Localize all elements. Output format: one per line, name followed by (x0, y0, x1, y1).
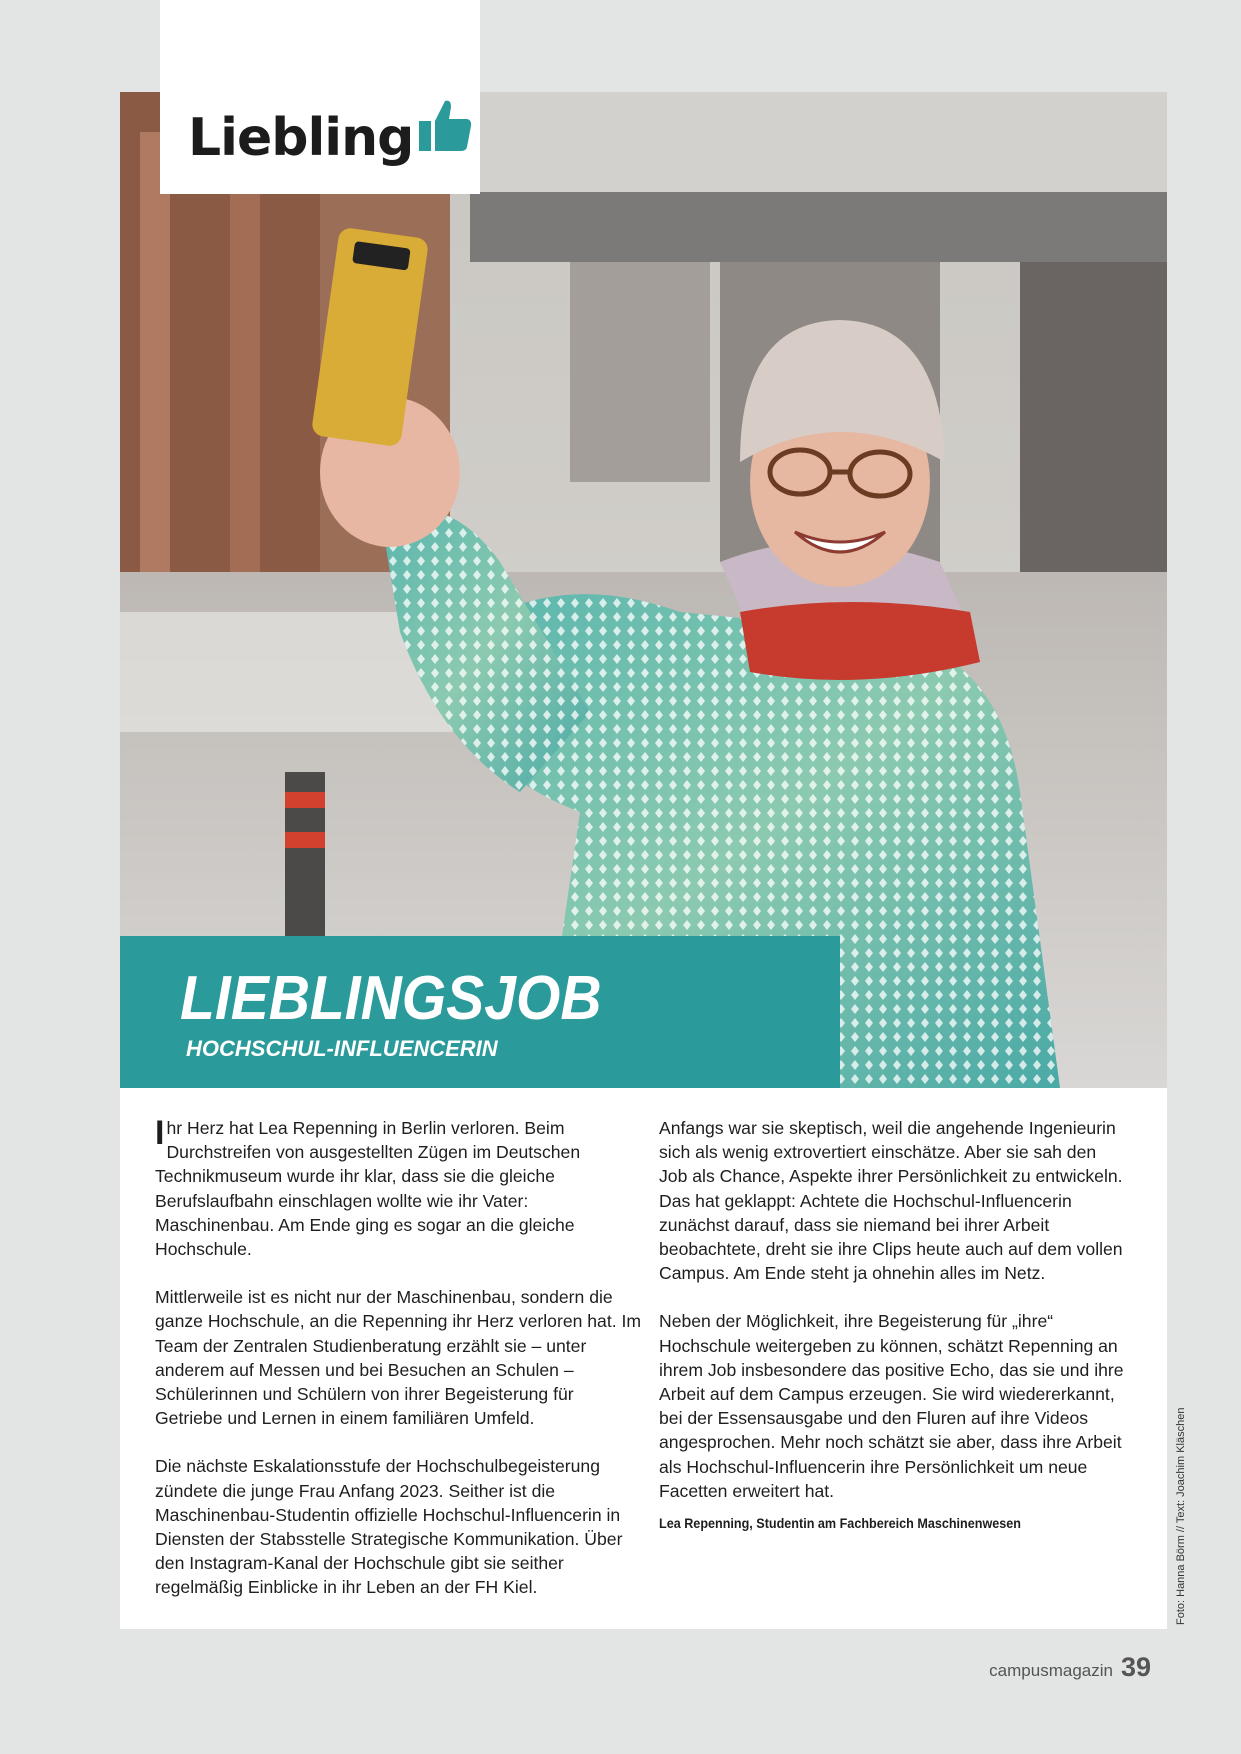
article-subtitle: HOCHSCHUL-INFLUENCERIN (186, 1036, 498, 1061)
magazine-name: campusmagazin (989, 1661, 1113, 1680)
drop-cap: I (155, 1114, 165, 1152)
photo-caption: Lea Repenning, Studentin am Fachbereich Maschinenwesen (659, 1515, 1021, 1532)
article-paragraph: Ihr Herz hat Lea Repenning in Berlin verloren. Beim Durchstreifen von ausgestellten Zügen im Deutschen Technikmuseum wurde ihr klar, dass sie die gleiche Berufslaufbahn einschlagen wollte wie ihr Vater: Maschinenbau. Am Ende ging es sogar an die gleiche Hochschule. (155, 1114, 581, 1260)
article-paragraph: Die nächste Eskalationsstufe der Hochschulbegeisterung zündete die junge Frau Anfang 2023. Seither ist die Maschinenbau-Studentin offizielle Hochschul-Influencerin in Diensten der Stabsstelle Strategische Kommunikation. Über den Instagram-Kanal der Hochschule gibt sie seither regelmäßig Einblicke in ihr Leben an der FH Kiel. (155, 1456, 623, 1598)
article-paragraph: Anfangs war sie skeptisch, weil die angehende Ingenieurin sich als wenig extrovertiert einschätze. Aber sie sah den Job als Chance, Aspekte ihrer Persönlichkeit zu entwickeln. Das hat geklappt: Achtete die Hochschul-Influencerin zunächst darauf, dass sie niemand bei ihrer Arbeit beobachtete, dreht sie ihre Clips heute auch auf dem vollen Campus. Am Ende steht ja ohnehin alles im Netz. (659, 1118, 1123, 1284)
article-title: LIEBLINGSJOB (180, 964, 602, 1033)
page-number: 39 (1120, 1652, 1151, 1682)
article-paragraph: Neben der Möglichkeit, ihre Begeisterung für „ihre“ Hochschule weitergeben zu können, schätzt Repenning an ihrem Job insbesondere das positive Echo, das sie und ihre Arbeit auf dem Campus erzeugen. Sie wird wiedererkannt, bei der Essensausgabe und den Fluren auf ihre Videos angesprochen. Mehr noch schätzt sie aber, dass ihre Arbeit als Hochschul-Influencerin ihre Persönlichkeit um neue Facetten erweitert hat. (659, 1311, 1124, 1501)
title-band (120, 936, 840, 1088)
article-column-left (155, 1116, 643, 1624)
page-footer (989, 1652, 1151, 1683)
photo-text-credit: Foto: Hanna Börm // Text: Joachim Kläschen (1175, 1407, 1187, 1625)
section-logo (160, 0, 480, 194)
article-column-right (659, 1116, 1129, 1533)
article-paragraph: Mittlerweile ist es nicht nur der Maschinenbau, sondern die ganze Hochschule, an die Repenning ihr Herz verloren hat. Im Team der Zentralen Studienberatung erzählt sie – unter anderem auf Messen und bei Besuchen an Schulen – Schülerinnen und Schülern von ihrer Begeisterung für Getriebe und Lernen in einem familiären Umfeld. (155, 1287, 642, 1429)
thumbs-up-icon (417, 97, 473, 158)
section-logo-text: Liebling (188, 108, 414, 168)
